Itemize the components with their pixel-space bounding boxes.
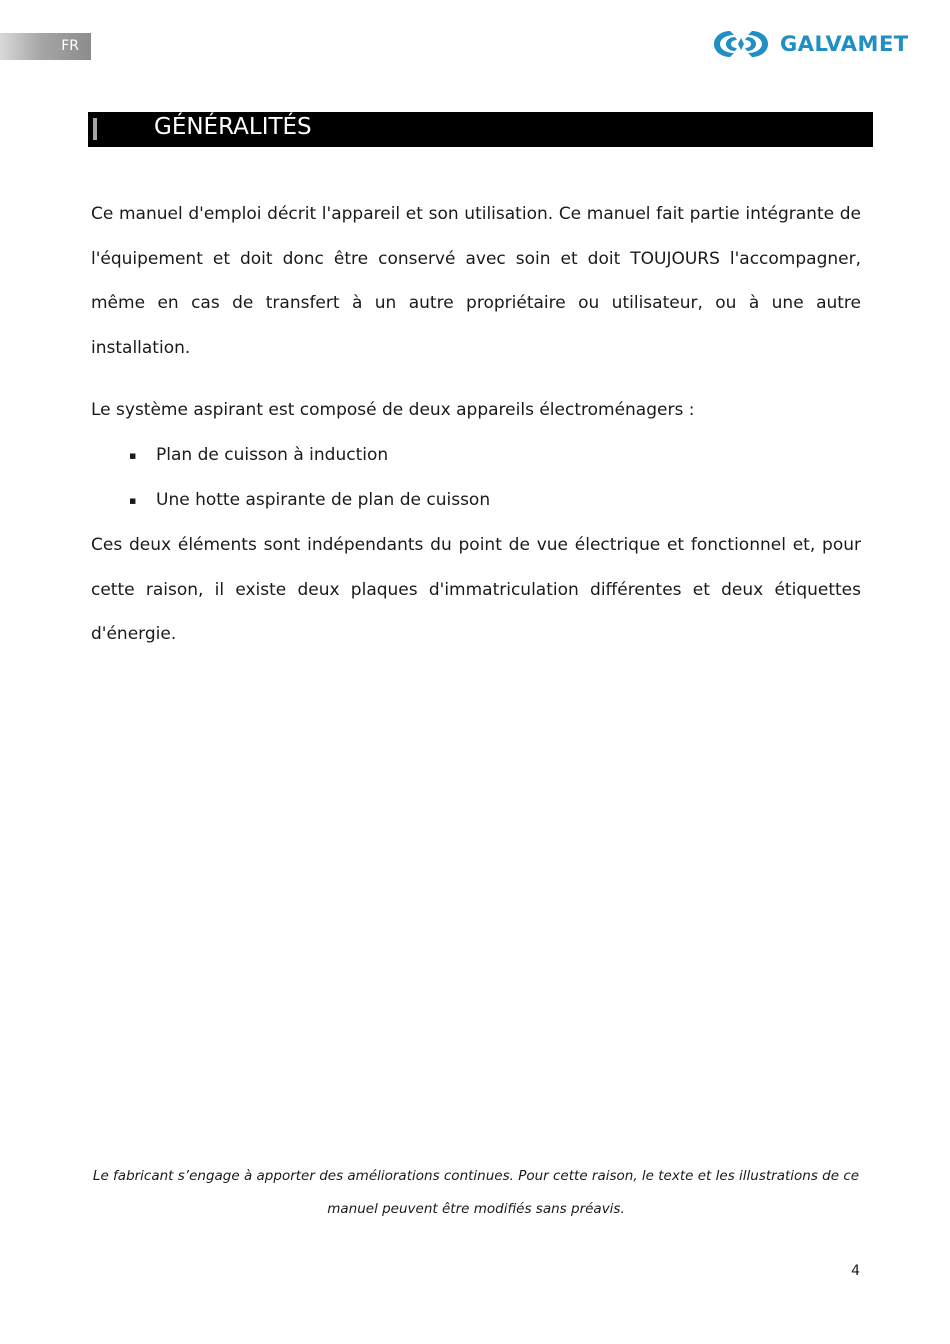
section-header <box>88 112 873 147</box>
list-item <box>91 478 861 523</box>
section-number-mark <box>93 118 97 140</box>
bullet-icon: ▪ <box>129 449 137 462</box>
language-label: FR <box>61 38 79 54</box>
independence-paragraph: Ces deux éléments sont indépendants du point de vue électrique et fonctionnel et, pour cette raison, il existe deux plaques d'immatriculation différentes et deux étiquettes d'énergie. <box>91 535 861 644</box>
list-item-text: Une hotte aspirante de plan de cuisson <box>156 490 491 510</box>
list-item-text: Plan de cuisson à induction <box>156 445 389 465</box>
section-title: GÉNÉRALITÉS <box>154 114 312 140</box>
system-description: Le système aspirant est composé de deux appareils électroménagers : <box>91 400 695 420</box>
footer-disclaimer: Le fabricant s’engage à apporter des améliorations continues. Pour cette raison, le texte et les illustrations de ce manuel peuvent être modifiés sans préavis. <box>92 1168 860 1217</box>
page-number: 4 <box>851 1263 860 1279</box>
list-item <box>91 433 861 478</box>
bullet-icon: ▪ <box>129 494 137 507</box>
brand-name: GALVAMET <box>780 32 909 56</box>
galvamet-logo-icon <box>708 27 774 61</box>
language-tab <box>0 33 91 60</box>
appliance-list <box>91 433 861 523</box>
brand-logo <box>708 26 908 62</box>
intro-paragraph: Ce manuel d'emploi décrit l'appareil et son utilisation. Ce manuel fait partie intégrante de l'équipement et doit donc être conservé avec soin et doit TOUJOURS l'accompagner, même en cas de transfert à un autre propriétaire ou utilisateur, ou à une autre installation. <box>91 204 861 358</box>
